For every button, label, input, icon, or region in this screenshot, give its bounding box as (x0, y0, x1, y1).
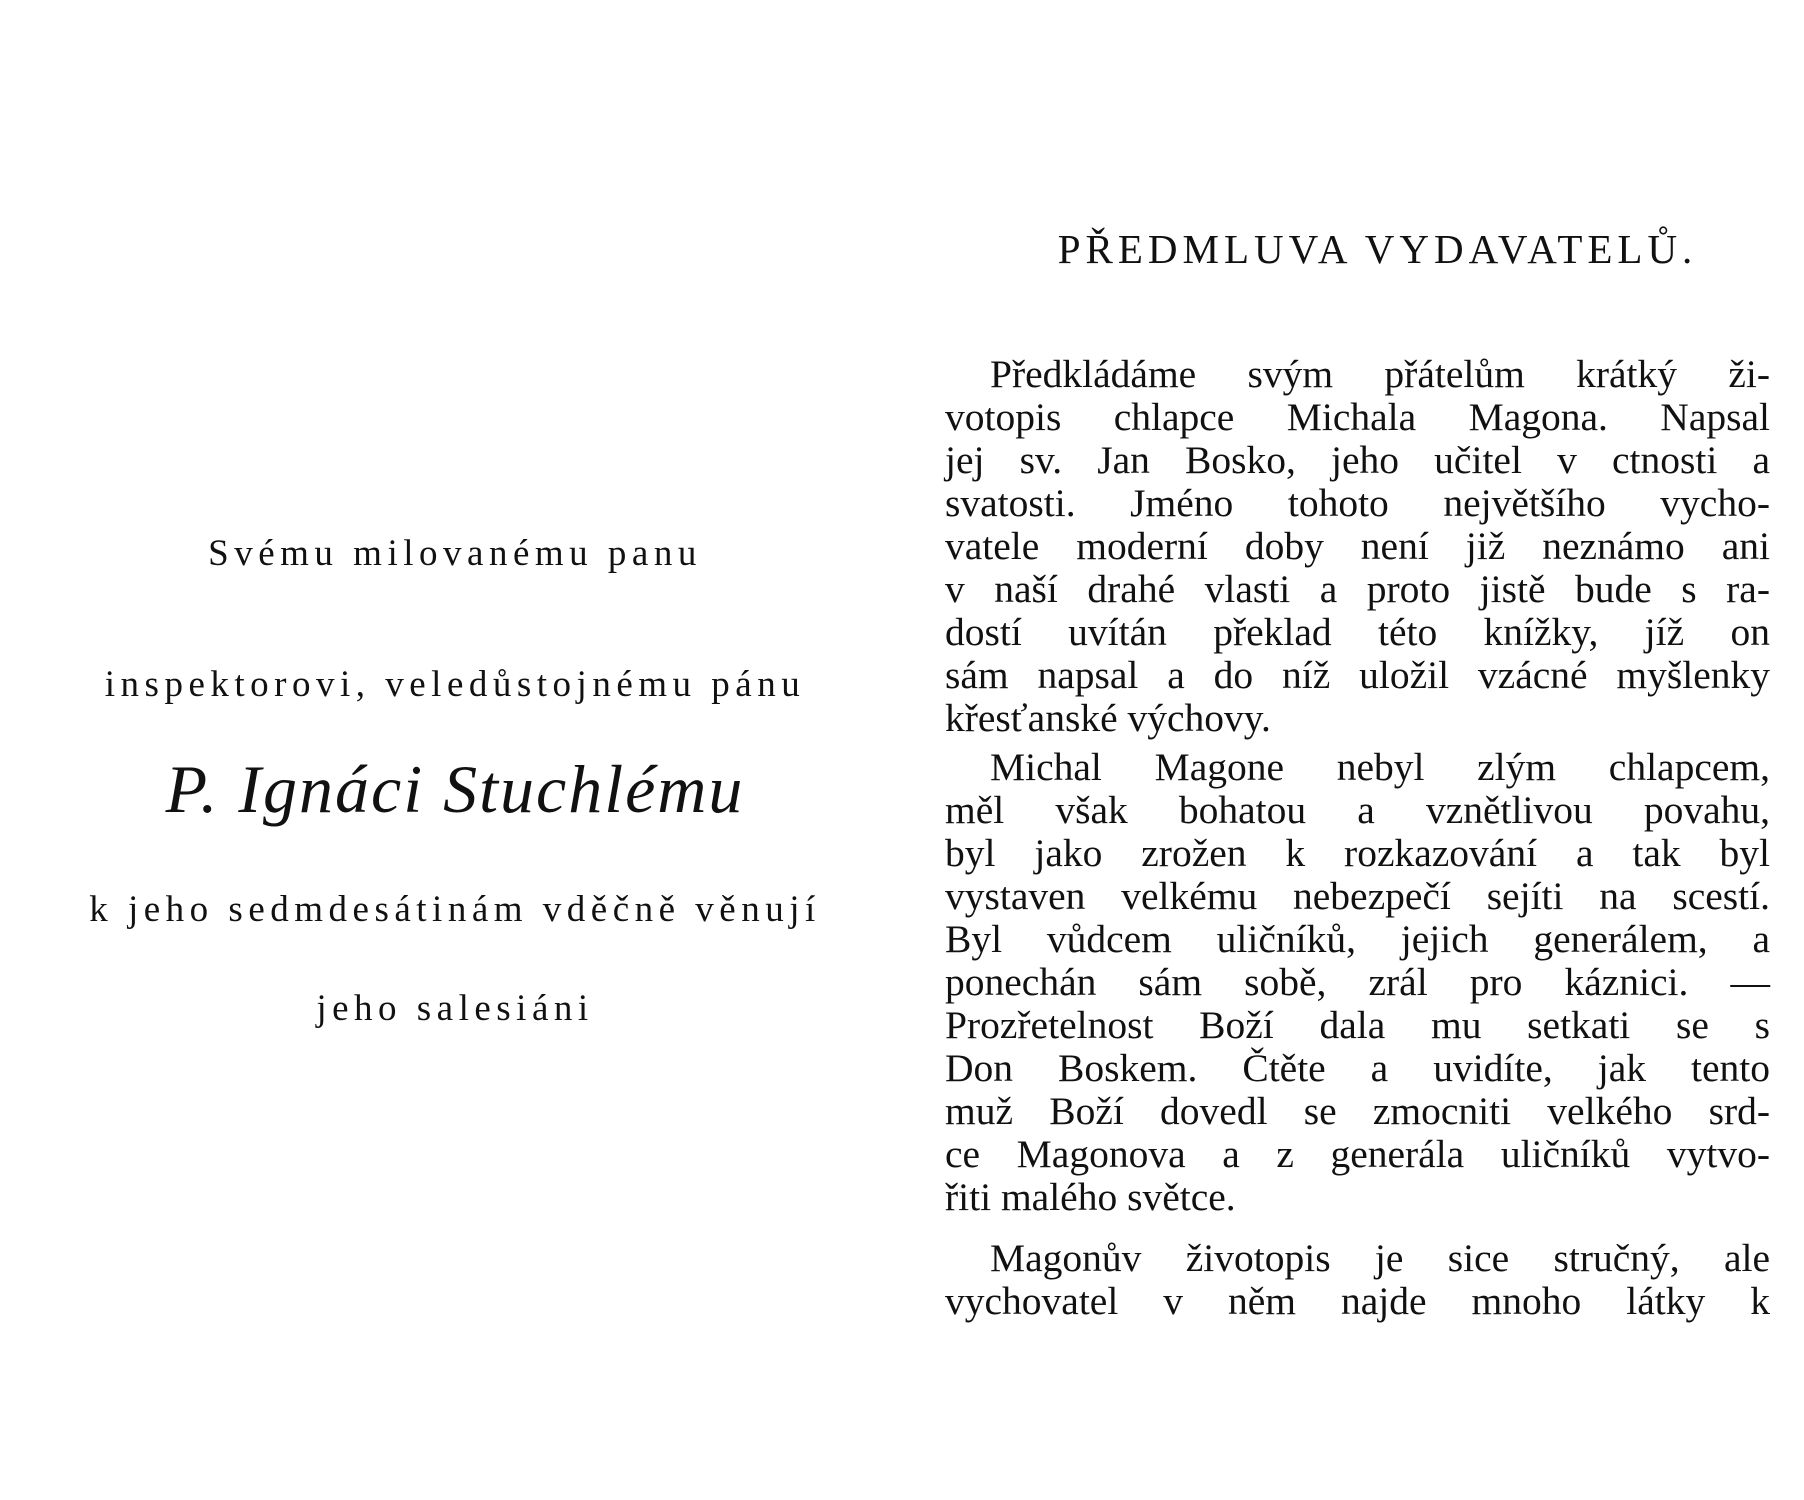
text-line: Michal Magone nebyl zlým chlapcem, (990, 745, 1770, 789)
dedication-line-2: inspektorovi, veledůstojnému pánu (104, 664, 806, 705)
preface-paragraph-3 (945, 1237, 1770, 1323)
text-line: měl však bohatou a vznětlivou povahu, (945, 788, 1770, 832)
text-line: ce Magonova a z generála uličníků vytvo- (945, 1132, 1770, 1176)
text-line: byl jako zrožen k rozkazování a tak byl (945, 831, 1770, 875)
text-line: křesťanské výchovy. (945, 696, 1271, 740)
preface-paragraph-1 (945, 353, 1770, 740)
dedication-line-4: jeho salesiáni (316, 988, 594, 1029)
text-line: vystaven velkému nebezpečí sejíti na scestí. (945, 874, 1770, 918)
text-line: jej sv. Jan Bosko, jeho učitel v ctnosti a (945, 438, 1770, 482)
text-line: muž Boží dovedl se zmocniti velkého srd- (945, 1089, 1770, 1133)
preface-title: PŘEDMLUVA VYDAVATELŮ. (1057, 226, 1698, 272)
text-line: vatele moderní doby není již neznámo ani (945, 524, 1770, 568)
dedication-line-3: k jeho sedmdesátinám vděčně věnují (89, 889, 821, 930)
text-line: sám napsal a do níž uložil vzácné myšlenky (945, 653, 1770, 697)
text-line: dostí uvítán překlad této knížky, jíž on (945, 610, 1770, 654)
text-line: svatosti. Jméno tohoto největšího vycho- (945, 481, 1770, 525)
text-line: Magonův životopis je sice stručný, ale (990, 1236, 1770, 1280)
preface-page (945, 225, 1770, 1323)
text-line: Don Boskem. Čtěte a uvidíte, jak tento (945, 1046, 1770, 1090)
text-line: votopis chlapce Michala Magona. Napsal (945, 395, 1770, 439)
text-line: Byl vůdcem uličníků, jejich generálem, a (945, 917, 1770, 961)
preface-paragraph-2 (945, 746, 1770, 1219)
dedication-page (20, 535, 890, 1027)
dedication-line-1: Svému milovanému panu (208, 533, 702, 574)
dedication-name: P. Ignáci Stuchlému (165, 751, 745, 827)
text-line: Předkládáme svým přátelům krátký ži- (990, 352, 1770, 396)
text-line: ponechán sám sobě, zrál pro káznici. — (945, 960, 1770, 1004)
text-line: vychovatel v něm najde mnoho látky k (945, 1279, 1770, 1323)
text-line: Prozřetelnost Boží dala mu setkati se s (945, 1003, 1770, 1047)
text-line: v naší drahé vlasti a proto jistě bude s ra- (945, 567, 1770, 611)
text-line: řiti malého světce. (945, 1175, 1236, 1219)
